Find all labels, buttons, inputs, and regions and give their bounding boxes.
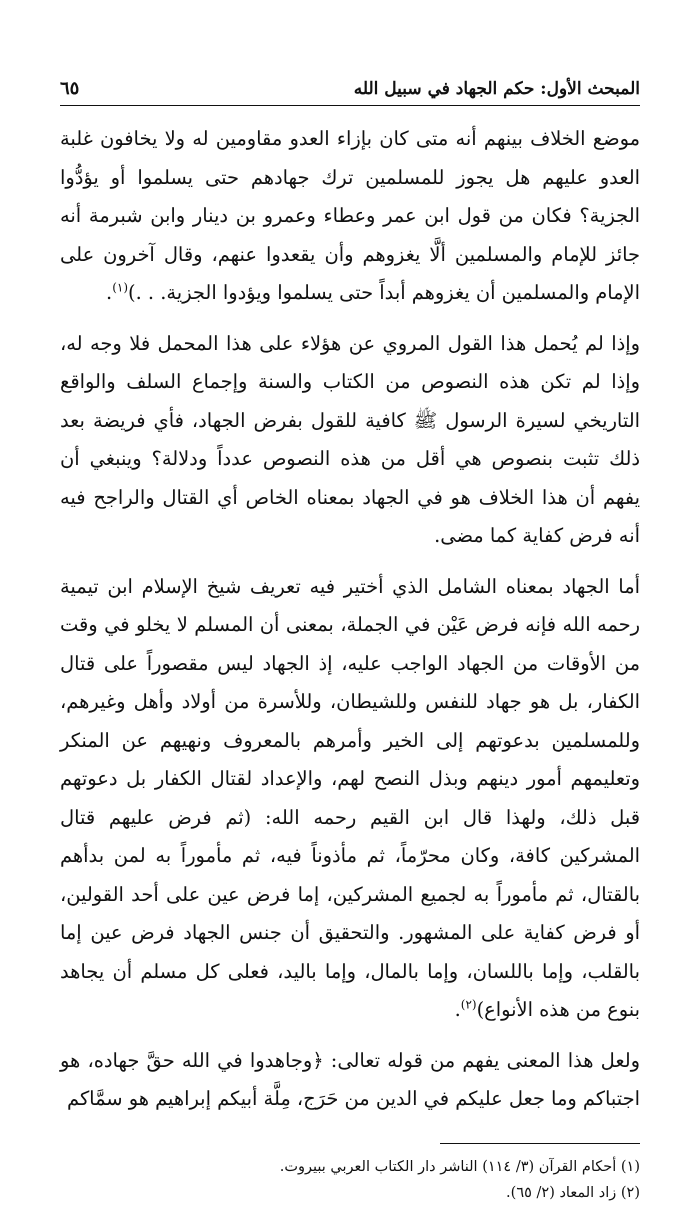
running-header-title: المبحث الأول: حكم الجهاد في سبيل الله — [353, 79, 640, 99]
body-paragraph-4 — [60, 1042, 640, 1119]
footnote-1: (١) أحكام القرآن (٣/ ١١٤) الناشر دار الكتاب العربي ببيروت. — [279, 1158, 640, 1175]
body-paragraph-1 — [60, 120, 640, 313]
paragraph-text: أما الجهاد بمعناه الشامل الذي أختير فيه تعريف شيخ الإسلام ابن تيمية رحمه الله فإنه فرض عَيْن في الجملة، بمعنى أن المسلم لا يخلو في وقت من الأوقات من الجهاد الواجب عليه، إذ الجهاد ليس مقصوراً على قتال الكفار، بل هو جهاد للنفس وللشيطان، وللأسرة من أولاد وأهل وغيرهم، وللمسلمين بدعوتهم إلى الخير وأمرهم بالمعروف ونهيهم عن المنكر وتعليمهم أمور دينهم وبذل النصح لهم، والإعداد لقتال الكفار بل دعوتهم قبل ذلك، ولهذا قال ابن القيم رحمه الله: (ثم فرض عليهم قتال المشركين كافة، وكان محرّماً، ثم مأذوناً فيه، ثم مأموراً به لمن بدأهم بالقتال، ثم مأموراً به لجميع المشركين، إما فرض عين على أحد القولين، أو فرض كفاية على المشهور. والتحقيق أن جنس الجهاد فرض عين إما بالقلب، وإما باللسان، وإما بالمال، وإما باليد، فعلى كل مسلم أن يجاهد بنوع من هذه الأنواع) — [60, 574, 640, 1021]
body-paragraph-2 — [60, 325, 640, 556]
paragraph-text: ولعل هذا المعنى يفهم من قوله تعالى: ﴿وجاهدوا في الله حقَّ جهاده، هو اجتباكم وما جعل عليكم في الدين من حَرَج، مِلَّة أبيكم إبراهيم هو سمَّاكم — [60, 1048, 640, 1110]
footnote-divider — [440, 1143, 640, 1144]
footnote-reference-2: (٢) — [460, 997, 477, 1012]
paragraph-end: . — [106, 281, 113, 304]
footnote-2: (٢) زاد المعاد (٢/ ٦٥). — [506, 1184, 640, 1201]
footnotes — [60, 1154, 640, 1206]
document-page — [60, 78, 640, 1206]
paragraph-text: موضع الخلاف بينهم أنه متى كان بإزاء العدو مقاومين له ولا يخافون غلبة العدو عليهم هل يجوز للمسلمين ترك جهادهم حتى يسلموا أو يؤدُّوا الجزية؟ فكان من قول ابن عمر وعطاء وعمرو بن دينار وابن شبرمة أنه جائز للإمام والمسلمين ألَّا يغزوهم وأن يقعدوا عنهم، وقال آخرون على الإمام والمسلمين أن يغزوهم أبداً حتى يسلموا ويؤدوا الجزية. . .) — [60, 127, 640, 304]
paragraph-end: . — [454, 998, 461, 1021]
footnote-reference-1: (١) — [112, 280, 129, 295]
page-number: ٦٥ — [60, 78, 80, 99]
paragraph-text: وإذا لم يُحمل هذا القول المروي عن هؤلاء على هذا المحمل فلا وجه له، وإذا لم تكن هذه النصوص من الكتاب والسنة وإجماع السلف والواقع التاريخي لسيرة الرسول ﷺ كافية للقول بفرض الجهاد، فأي فريضة بعد ذلك تثبت بنصوص هي أقل من هذه النصوص عدداً ودلالة؟ وينبغي أن يفهم أن هذا الخلاف هو في الجهاد بمعناه الخاص أي القتال والراجح فيه أنه فرض كفاية كما مضى. — [60, 331, 640, 547]
body-paragraph-3 — [60, 568, 640, 1030]
running-header — [60, 78, 640, 106]
